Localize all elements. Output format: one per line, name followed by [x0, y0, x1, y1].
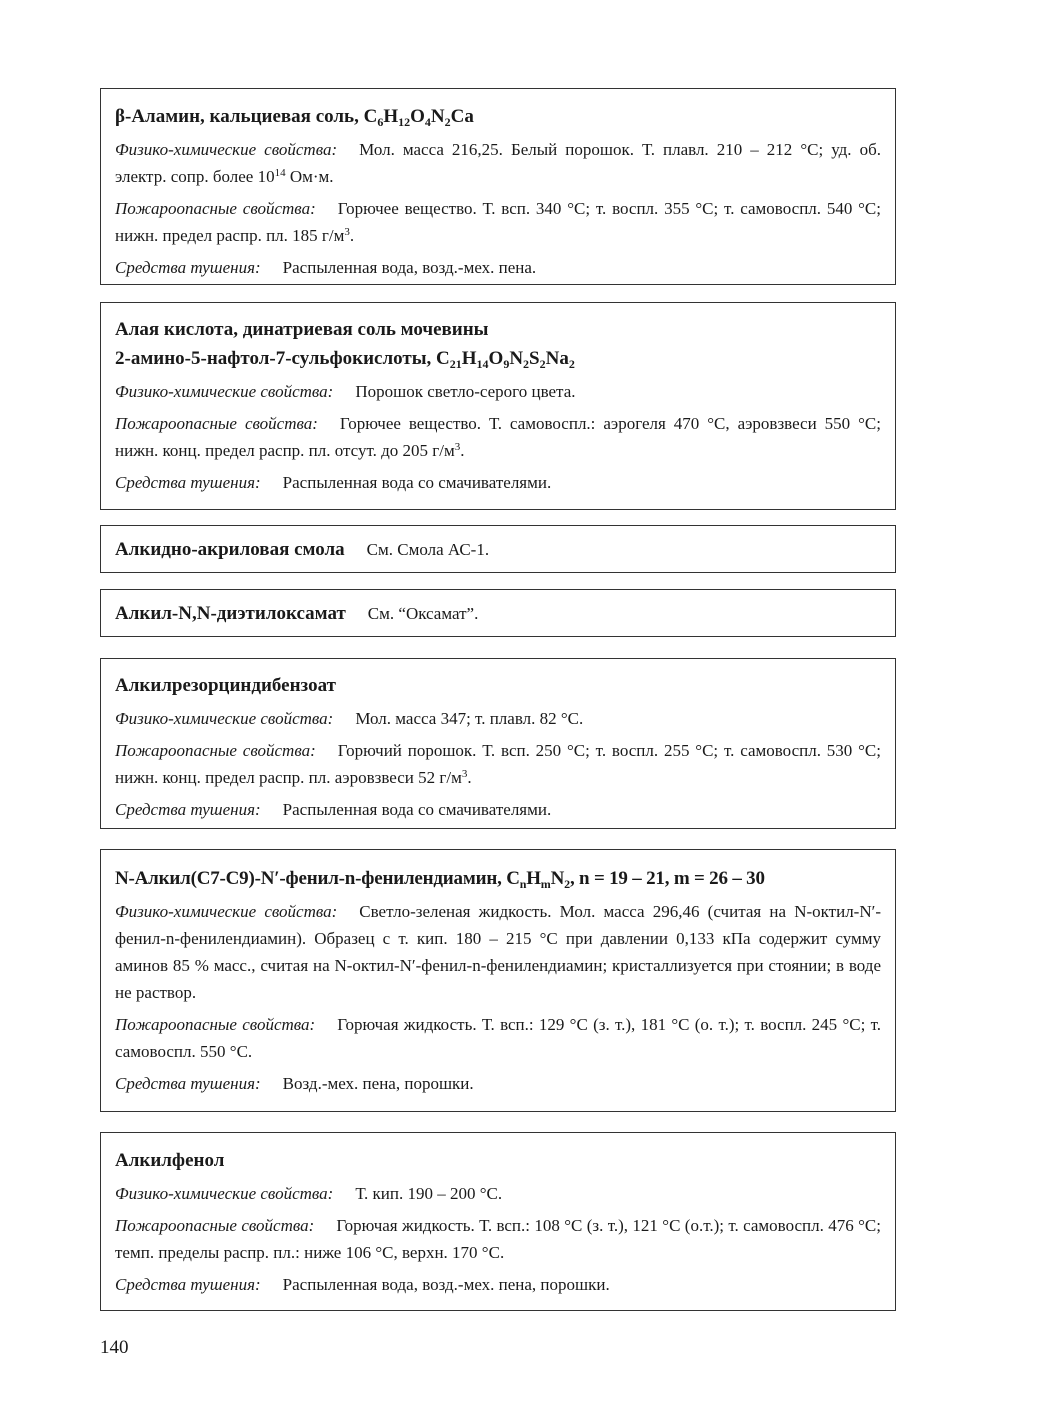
extinguishing: Средства тушения: Распыленная вода со смачивателями. [115, 800, 552, 819]
entry-beta-alamin [100, 88, 896, 285]
entry-title-line-1: Алая кислота, динатриевая соль мочевины [115, 319, 489, 340]
physchem-props: Физико-химические свойства: Мол. масса 216,25. Белый порошок. Т. плавл. 210 – 212 °C; уд. об. электр. сопр. более $10^{14}$ Ом·м. [115, 140, 881, 186]
extinguishing: Средства тушения: Распыленная вода, возд.-мех. пена. [115, 258, 537, 277]
extinguishing: Средства тушения: Распыленная вода со смачивателями. [115, 473, 552, 492]
entry-title: β-Аламин, кальциевая соль, $C_6H_{12}O_4N_2Ca$ [115, 106, 474, 129]
fire-props: Пожароопасные свойства: Горючая жидкость. Т. всп.: 129 °C (з. т.), 181 °C (о. т.); т. воспл. 245 °C; т. самовоспл. 550 °C. [115, 1015, 881, 1061]
entry-n-alkil-fenilendiamin [100, 849, 896, 1112]
fire-props: Пожароопасные свойства: Горючая жидкость. Т. всп.: 108 °C (з. т.), 121 °C (о.т.); т. самовоспл. 476 °C; темп. пределы распр. пл.: ниже 106 °C, верхн. 170 °C. [115, 1216, 881, 1262]
entry-alkilrezorcindibenzoat [100, 658, 896, 829]
fire-props: Пожароопасные свойства: Горючий порошок. Т. всп. 250 °C; т. воспл. 255 °C; т. самовоспл. 530 °C; нижн. конц. предел распр. пл. аэровзвеси 52 $г/м^3$. [115, 741, 881, 787]
entry-alkidno-akrilovaya [100, 525, 896, 573]
see-reference: См. Смола АС-1. [366, 540, 490, 559]
physchem-props: Физико-химические свойства: Порошок светло-серого цвета. [115, 382, 576, 401]
entry-title: Алкил-N,N-диэтилоксамат [115, 603, 346, 624]
extinguishing: Средства тушения: Распыленная вода, возд.-мех. пена, порошки. [115, 1275, 610, 1294]
entry-alkil-dietiloksamat [100, 589, 896, 637]
entry-title: Алкидно-акриловая смола [115, 539, 345, 560]
physchem-props: Физико-химические свойства: Мол. масса 347; т. плавл. 82 °C. [115, 709, 584, 728]
physchem-props: Физико-химические свойства: Светло-зеленая жидкость. Мол. масса 296,46 (считая на N-октил-N′-фенил-n-фенилендиамин). Образец с т. кип. 180 – 215 °C при давлении 0,133 кПа содержит сумму аминов 85 % масс., считая на N-октил-N′-фенил-n-фенилендиамин; кристаллизуется при стоянии; в воде не раствор. [115, 902, 881, 1002]
entry-title: Алкилфенол [115, 1150, 225, 1171]
entry-alkilfenol [100, 1132, 896, 1311]
entry-title: Алкилрезорциндибензоат [115, 675, 336, 696]
fire-props: Пожароопасные свойства: Горючее вещество. Т. всп. 340 °C; т. воспл. 355 °C; т. самовоспл. 540 °C; нижн. предел распр. пл. 185 $г/м^3$. [115, 199, 881, 245]
extinguishing: Средства тушения: Возд.-мех. пена, порошки. [115, 1074, 474, 1093]
entry-title-line-2: 2-амино-5-нафтол-7-сульфокислоты, $C_{21}H_{14}O_9N_2S_2Na_2$ [115, 348, 575, 371]
page-number: 140 [100, 1337, 129, 1358]
entry-alaya-kislota [100, 302, 896, 510]
physchem-props: Физико-химические свойства: Т. кип. 190 – 200 °C. [115, 1184, 503, 1203]
entry-title: N-Алкил(C7-C9)-N′-фенил-n-фенилендиамин, $C_nH_mN_2$, n = 19 – 21, m = 26 – 30 [115, 868, 765, 891]
fire-props: Пожароопасные свойства: Горючее вещество. Т. самовоспл.: аэрогеля 470 °C, аэровзвеси 550 °C; нижн. конц. предел распр. пл. отсут. до 205 $г/м^3$. [115, 414, 881, 460]
see-reference: См. “Оксамат”. [367, 604, 479, 623]
